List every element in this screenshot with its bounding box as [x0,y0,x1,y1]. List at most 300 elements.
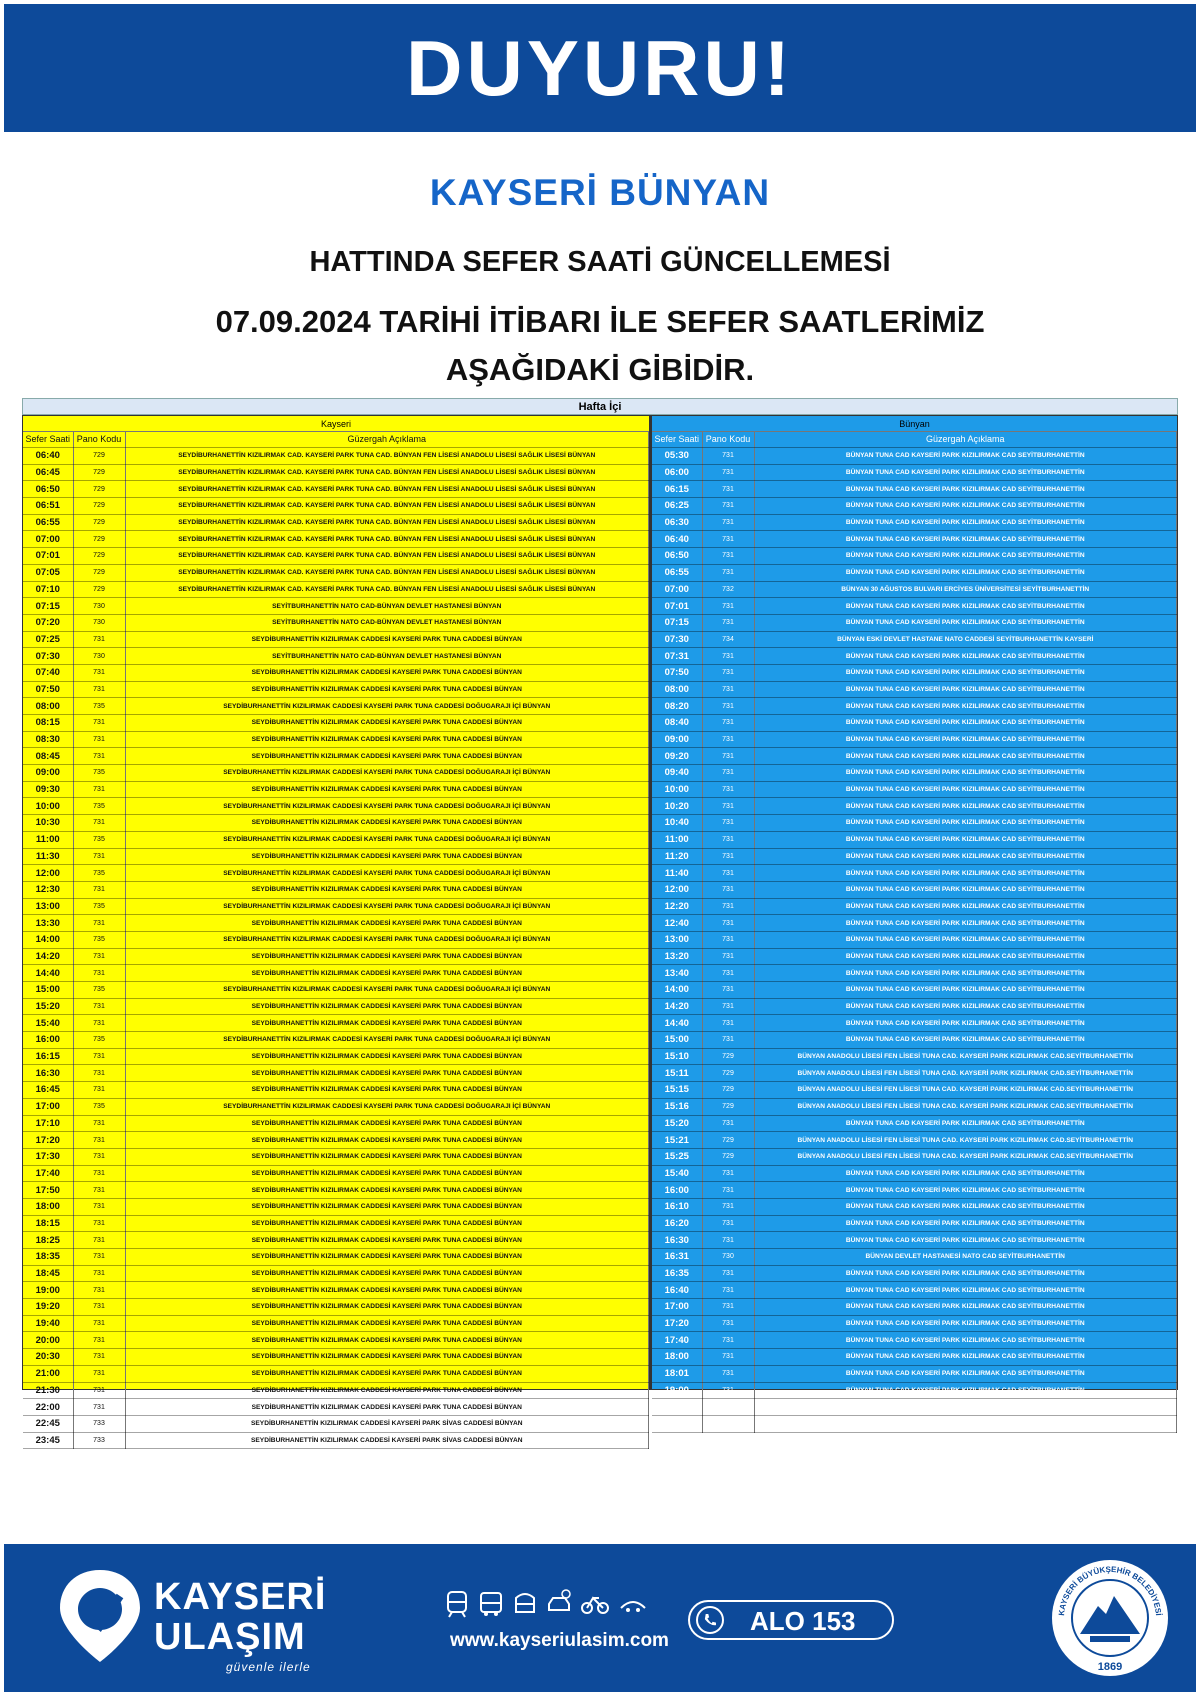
route-description: SEYDİBURHANETTİN KIZILIRMAK CADDESİ KAYSERİ PARK TUNA CADDESİ BÜNYAN [125,1215,649,1232]
departure-time: 06:55 [652,564,702,581]
table-row [23,1048,649,1065]
metro-icon [512,1588,538,1618]
table-row [652,881,1177,898]
departure-time: 10:30 [23,815,73,832]
departure-time: 09:20 [652,748,702,765]
route-code: 731 [702,698,754,715]
departure-time: 09:40 [652,765,702,782]
table-row [23,1098,649,1115]
route-code: 731 [702,481,754,498]
table-row [652,965,1177,982]
table-row [23,1332,649,1349]
route-code: 731 [73,1299,125,1316]
route-description: SEYDİBURHANETTİN KIZILIRMAK CADDESİ KAYSERİ PARK TUNA CADDESİ DOĞUGARAJI İÇİ BÜNYAN [125,798,649,815]
route-description: BÜNYAN TUNA CAD KAYSERİ PARK KIZILIRMAK CAD SEYİTBURHANETTİN [754,681,1177,698]
departure-time: 10:20 [652,798,702,815]
route-description: BÜNYAN 30 AĞUSTOS BULVARI ERCİYES ÜNİVERSİTESİ SEYİTBURHANETTİN [754,581,1177,598]
table-row [23,1015,649,1032]
route-code: 731 [73,815,125,832]
departure-time: 20:30 [23,1349,73,1366]
route-description: BÜNYAN TUNA CAD KAYSERİ PARK KIZILIRMAK CAD SEYİTBURHANETTİN [754,1232,1177,1249]
route-code: 731 [73,715,125,732]
route-code: 731 [73,781,125,798]
footer-banner [4,1544,1196,1692]
location-pin-logo-icon [56,1566,144,1666]
route-description: BÜNYAN TUNA CAD KAYSERİ PARK KIZILIRMAK CAD SEYİTBURHANETTİN [754,648,1177,665]
route-code: 731 [702,1032,754,1049]
table-row [23,1349,649,1366]
route-description: SEYDİBURHANETTİN KIZILIRMAK CADDESİ KAYSERİ PARK TUNA CADDESİ BÜNYAN [125,1232,649,1249]
departure-time: 15:10 [652,1048,702,1065]
route-description: SEYDİBURHANETTİN KIZILIRMAK CADDESİ KAYSERİ PARK TUNA CADDESİ BÜNYAN [125,965,649,982]
route-description: BÜNYAN TUNA CAD KAYSERİ PARK KIZILIRMAK CAD SEYİTBURHANETTİN [754,1365,1177,1382]
table-row [23,1032,649,1049]
route-description: SEYDİBURHANETTİN KIZILIRMAK CADDESİ KAYSERİ PARK TUNA CADDESİ BÜNYAN [125,664,649,681]
table-row [652,1332,1177,1349]
departure-time: 06:25 [652,498,702,515]
route-code: 731 [73,1015,125,1032]
departure-time: 06:00 [652,464,702,481]
route-code: 731 [702,1365,754,1382]
table-row [652,1415,1177,1432]
route-code: 731 [702,1265,754,1282]
departure-time: 23:45 [23,1432,73,1449]
period-header: Hafta İçi [22,398,1178,415]
table-row [652,1165,1177,1182]
table-row [652,1249,1177,1266]
route-code: 731 [702,748,754,765]
table-row [23,798,649,815]
route-code: 731 [702,564,754,581]
departure-time: 18:00 [652,1349,702,1366]
route-code: 731 [702,881,754,898]
departure-time: 15:25 [652,1148,702,1165]
route-code: 732 [702,581,754,598]
route-code: 731 [702,731,754,748]
route-description: BÜNYAN ANADOLU LİSESİ FEN LİSESİ TUNA CAD. KAYSERİ PARK KIZILIRMAK CAD.SEYİTBURHANETTİN [754,1082,1177,1099]
departure-time: 06:40 [23,448,73,465]
table-row [23,1182,649,1199]
route-code: 731 [702,598,754,615]
departure-time: 14:40 [23,965,73,982]
route-code: 731 [73,731,125,748]
departure-time: 08:00 [23,698,73,715]
departure-time: 17:20 [23,1132,73,1149]
departure-time: 11:40 [652,865,702,882]
departure-time: 08:15 [23,715,73,732]
departure-time: 08:40 [652,715,702,732]
route-description: BÜNYAN TUNA CAD KAYSERİ PARK KIZILIRMAK CAD SEYİTBURHANETTİN [754,1332,1177,1349]
car-park-icon [546,1588,572,1618]
departure-time: 10:00 [23,798,73,815]
departure-time: 08:30 [23,731,73,748]
route-description: BÜNYAN TUNA CAD KAYSERİ PARK KIZILIRMAK CAD SEYİTBURHANETTİN [754,448,1177,465]
route-code: 731 [702,831,754,848]
table-row [652,581,1177,598]
departure-time: 16:31 [652,1249,702,1266]
table-row [23,664,649,681]
table-row [652,1015,1177,1032]
route-code: 731 [702,915,754,932]
column-header-time: Sefer Saati [652,432,702,448]
route-code: 731 [702,1115,754,1132]
route-code: 731 [702,865,754,882]
table-row [652,915,1177,932]
table-row [652,698,1177,715]
route-description: BÜNYAN TUNA CAD KAYSERİ PARK KIZILIRMAK CAD SEYİTBURHANETTİN [754,881,1177,898]
departure-time: 17:50 [23,1182,73,1199]
route-code: 731 [702,531,754,548]
table-row [23,598,649,615]
route-description: SEYDİBURHANETTİN KIZILIRMAK CADDESİ KAYSERİ PARK TUNA CADDESİ BÜNYAN [125,848,649,865]
route-code: 731 [702,1299,754,1316]
departure-time: 07:15 [23,598,73,615]
route-code: 731 [702,1282,754,1299]
route-code: 729 [73,448,125,465]
departure-time: 16:30 [652,1232,702,1249]
route-code: 731 [73,1382,125,1399]
departure-time: 19:40 [23,1315,73,1332]
route-code: 731 [73,1349,125,1366]
route-description: SEYDİBURHANETTİN KIZILIRMAK CADDESİ KAYSERİ PARK TUNA CADDESİ DOĞUGARAJI İÇİ BÜNYAN [125,1098,649,1115]
table-row [23,464,649,481]
route-description: SEYDİBURHANETTİN KIZILIRMAK CADDESİ KAYSERİ PARK TUNA CADDESİ BÜNYAN [125,948,649,965]
departure-time: 17:40 [23,1165,73,1182]
route-code: 731 [73,848,125,865]
route-code: 731 [73,664,125,681]
departure-time: 07:30 [652,631,702,648]
route-code: 731 [702,765,754,782]
route-description: BÜNYAN TUNA CAD KAYSERİ PARK KIZILIRMAK CAD SEYİTBURHANETTİN [754,614,1177,631]
table-row [652,898,1177,915]
bunyan-column-headers [652,432,1177,448]
table-row [23,1432,649,1449]
table-row [652,1132,1177,1149]
route-description: SEYDİBURHANETTİN KIZILIRMAK CADDESİ KAYSERİ PARK TUNA CADDESİ BÜNYAN [125,915,649,932]
route-code: 731 [73,1132,125,1149]
route-description: BÜNYAN TUNA CAD KAYSERİ PARK KIZILIRMAK CAD SEYİTBURHANETTİN [754,1315,1177,1332]
table-row [23,748,649,765]
route-code: 731 [73,948,125,965]
route-description: BÜNYAN TUNA CAD KAYSERİ PARK KIZILIRMAK CAD SEYİTBURHANETTİN [754,1115,1177,1132]
route-code: 729 [73,498,125,515]
route-code: 731 [73,1249,125,1266]
departure-time: 22:45 [23,1415,73,1432]
departure-time: 18:35 [23,1249,73,1266]
route-description: SEYDİBURHANETTİN KIZILIRMAK CADDESİ KAYSERİ PARK TUNA CADDESİ DOĞUGARAJI İÇİ BÜNYAN [125,931,649,948]
route-description: BÜNYAN TUNA CAD KAYSERİ PARK KIZILIRMAK CAD SEYİTBURHANETTİN [754,781,1177,798]
bunyan-group-header: Bünyan [652,416,1177,432]
route-description: SEYDİBURHANETTİN KIZILIRMAK CAD. KAYSERİ PARK TUNA CAD. BÜNYAN FEN LİSESİ ANADOLU LİSESİ SAĞLIK LİSESİ BÜNYAN [125,548,649,565]
route-code: 731 [702,982,754,999]
route-description: SEYDİBURHANETTİN KIZILIRMAK CADDESİ KAYSERİ PARK TUNA CADDESİ BÜNYAN [125,781,649,798]
route-description: SEYDİBURHANETTİN KIZILIRMAK CADDESİ KAYSERİ PARK TUNA CADDESİ BÜNYAN [125,731,649,748]
route-code: 731 [702,848,754,865]
route-description: SEYDİBURHANETTİN KIZILIRMAK CADDESİ KAYSERİ PARK TUNA CADDESİ BÜNYAN [125,1115,649,1132]
route-description: BÜNYAN TUNA CAD KAYSERİ PARK KIZILIRMAK CAD SEYİTBURHANETTİN [754,1165,1177,1182]
route-code: 731 [702,815,754,832]
table-row [652,1382,1177,1399]
route-code: 731 [702,781,754,798]
route-description: BÜNYAN TUNA CAD KAYSERİ PARK KIZILIRMAK CAD SEYİTBURHANETTİN [754,481,1177,498]
route-code: 731 [73,1332,125,1349]
route-description: SEYDİBURHANETTİN KIZILIRMAK CAD. KAYSERİ PARK TUNA CAD. BÜNYAN FEN LİSESİ ANADOLU LİSESİ SAĞLIK LİSESİ BÜNYAN [125,581,649,598]
route-description: BÜNYAN ANADOLU LİSESİ FEN LİSESİ TUNA CAD. KAYSERİ PARK KIZILIRMAK CAD.SEYİTBURHANETTİN [754,1065,1177,1082]
departure-time: 15:15 [652,1082,702,1099]
table-row [23,631,649,648]
route-description: SEYDİBURHANETTİN KIZILIRMAK CADDESİ KAYSERİ PARK TUNA CADDESİ BÜNYAN [125,815,649,832]
table-row [23,1399,649,1416]
route-code: 731 [73,998,125,1015]
route-code: 729 [73,514,125,531]
table-row [652,614,1177,631]
route-title: KAYSERİ BÜNYAN [429,172,771,213]
departure-time: 15:40 [23,1015,73,1032]
departure-time: 19:00 [23,1282,73,1299]
route-description: SEYDİBURHANETTİN KIZILIRMAK CADDESİ KAYSERİ PARK TUNA CADDESİ BÜNYAN [125,1382,649,1399]
table-row [23,548,649,565]
route-description: BÜNYAN TUNA CAD KAYSERİ PARK KIZILIRMAK CAD SEYİTBURHANETTİN [754,965,1177,982]
route-description: BÜNYAN TUNA CAD KAYSERİ PARK KIZILIRMAK CAD SEYİTBURHANETTİN [754,1182,1177,1199]
table-row [23,1299,649,1316]
departure-time: 09:30 [23,781,73,798]
departure-time: 16:20 [652,1215,702,1232]
table-row [652,1115,1177,1132]
table-row [652,548,1177,565]
route-description: SEYDİBURHANETTİN KIZILIRMAK CADDESİ KAYSERİ PARK TUNA CADDESİ BÜNYAN [125,1132,649,1149]
table-row [23,765,649,782]
departure-time: 13:00 [652,931,702,948]
table-row [652,531,1177,548]
route-description: BÜNYAN ANADOLU LİSESİ FEN LİSESİ TUNA CAD. KAYSERİ PARK KIZILIRMAK CAD.SEYİTBURHANETTİN [754,1132,1177,1149]
table-row [23,1282,649,1299]
departure-time: 17:40 [652,1332,702,1349]
departure-time: 15:16 [652,1098,702,1115]
route-code: 731 [73,1115,125,1132]
departure-time: 16:00 [652,1182,702,1199]
route-code: 729 [702,1082,754,1099]
effective-date-line: 07.09.2024 TARİHİ İTİBARI İLE SEFER SAATLERİMİZ [215,304,985,339]
route-code: 729 [73,548,125,565]
departure-time: 15:21 [652,1132,702,1149]
departure-time: 20:00 [652,1399,702,1416]
departure-time: 15:20 [23,998,73,1015]
table-row [652,1265,1177,1282]
route-code: 731 [702,1349,754,1366]
route-description: SEYDİBURHANETTİN KIZILIRMAK CAD. KAYSERİ PARK TUNA CAD. BÜNYAN FEN LİSESİ ANADOLU LİSESİ SAĞLIK LİSESİ BÜNYAN [125,481,649,498]
route-code: 730 [702,1249,754,1266]
table-row [652,681,1177,698]
route-code: 731 [702,1399,754,1416]
table-row [652,481,1177,498]
departure-time: 07:00 [652,581,702,598]
route-description: BÜNYAN ANADOLU LİSESİ FEN LİSESİ TUNA CAD. KAYSERİ PARK KIZILIRMAK CAD.SEYİTBURHANETTİN [754,1048,1177,1065]
departure-time: 16:15 [23,1048,73,1065]
route-code: 731 [73,1282,125,1299]
route-description: BÜNYAN TUNA CAD KAYSERİ PARK KIZILIRMAK CAD SEYİTBURHANETTİN [754,1399,1177,1416]
departure-time: 15:20 [652,1115,702,1132]
route-description: SEYDİBURHANETTİN KIZILIRMAK CAD. KAYSERİ PARK TUNA CAD. BÜNYAN FEN LİSESİ ANADOLU LİSESİ SAĞLIK LİSESİ BÜNYAN [125,498,649,515]
route-description: BÜNYAN TUNA CAD KAYSERİ PARK KIZILIRMAK CAD SEYİTBURHANETTİN [754,831,1177,848]
route-code: 735 [73,982,125,999]
route-description: BÜNYAN TUNA CAD KAYSERİ PARK KIZILIRMAK CAD SEYİTBURHANETTİN [754,664,1177,681]
route-description: BÜNYAN TUNA CAD KAYSERİ PARK KIZILIRMAK CAD SEYİTBURHANETTİN [754,815,1177,832]
seal-year: 1869 [1097,1661,1123,1673]
table-row [23,581,649,598]
table-row [652,1282,1177,1299]
route-code: 731 [702,648,754,665]
table-row [23,1382,649,1399]
phone-icon [696,1606,724,1634]
route-description: SEYDİBURHANETTİN KIZILIRMAK CADDESİ KAYSERİ PARK TUNA CADDESİ BÜNYAN [125,1299,649,1316]
route-code: 731 [73,881,125,898]
route-description: BÜNYAN TUNA CAD KAYSERİ PARK KIZILIRMAK CAD SEYİTBURHANETTİN [754,798,1177,815]
departure-time: 07:30 [23,648,73,665]
route-code: 731 [702,1182,754,1199]
table-row [652,1032,1177,1049]
route-code: 730 [73,648,125,665]
table-row [23,1115,649,1132]
departure-time: 11:20 [652,848,702,865]
route-description: BÜNYAN TUNA CAD KAYSERİ PARK KIZILIRMAK CAD SEYİTBURHANETTİN [754,948,1177,965]
route-description: BÜNYAN TUNA CAD KAYSERİ PARK KIZILIRMAK CAD SEYİTBURHANETTİN [754,464,1177,481]
route-code: 731 [73,1048,125,1065]
table-row [23,1198,649,1215]
route-description: BÜNYAN TUNA CAD KAYSERİ PARK KIZILIRMAK CAD SEYİTBURHANETTİN [754,898,1177,915]
route-description: BÜNYAN ESKİ DEVLET HASTANE NATO CADDESİ SEYİTBURHANETTİN KAYSERİ [754,631,1177,648]
table-row [23,498,649,515]
brand-name-line1: KAYSERİ [154,1576,327,1618]
departure-time: 07:50 [652,664,702,681]
departure-time: 07:20 [23,614,73,631]
table-row [23,1165,649,1182]
route-description: SEYDİBURHANETTİN KIZILIRMAK CADDESİ KAYSERİ PARK TUNA CADDESİ DOĞUGARAJI İÇİ BÜNYAN [125,831,649,848]
route-description: BÜNYAN TUNA CAD KAYSERİ PARK KIZILIRMAK CAD SEYİTBURHANETTİN [754,1382,1177,1399]
route-code: 731 [73,1198,125,1215]
route-code: 729 [702,1148,754,1165]
departure-time: 07:00 [23,531,73,548]
route-description: SEYDİBURHANETTİN KIZILIRMAK CAD. KAYSERİ PARK TUNA CAD. BÜNYAN FEN LİSESİ ANADOLU LİSESİ SAĞLIK LİSESİ BÜNYAN [125,564,649,581]
hotline-badge[interactable] [688,1600,894,1640]
bus-icon [478,1588,504,1618]
route-code: 731 [702,1198,754,1215]
table-row [652,1349,1177,1366]
departure-time: 12:30 [23,881,73,898]
route-code: 729 [73,564,125,581]
table-row [652,931,1177,948]
seal-text: KAYSERİ BÜYÜKŞEHİR BELEDİYESİ [1056,1564,1163,1617]
route-description: SEYDİBURHANETTİN KIZILIRMAK CADDESİ KAYSERİ PARK TUNA CADDESİ BÜNYAN [125,1048,649,1065]
route-code: 731 [702,1415,754,1432]
table-row [23,781,649,798]
table-row [652,731,1177,748]
departure-time: 08:00 [652,681,702,698]
route-description: SEYİTBURHANETTİN NATO CAD-BÜNYAN DEVLET HASTANESİ BÜNYAN [125,614,649,631]
route-code: 731 [702,948,754,965]
departure-time: 12:40 [652,915,702,932]
route-code: 731 [702,664,754,681]
route-code: 731 [702,998,754,1015]
route-description: SEYDİBURHANETTİN KIZILIRMAK CADDESİ KAYSERİ PARK TUNA CADDESİ BÜNYAN [125,1065,649,1082]
departure-time: 14:20 [23,948,73,965]
bunyan-table [652,432,1177,1433]
table-row [23,1148,649,1165]
table-row [652,1048,1177,1065]
route-code: 731 [73,1232,125,1249]
table-row [652,765,1177,782]
table-row [652,1315,1177,1332]
departure-time: 06:55 [23,514,73,531]
table-row [652,448,1177,465]
route-code: 731 [73,1082,125,1099]
route-code: 735 [73,898,125,915]
route-description: BÜNYAN TUNA CAD KAYSERİ PARK KIZILIRMAK CAD SEYİTBURHANETTİN [754,1299,1177,1316]
route-description: BÜNYAN TUNA CAD KAYSERİ PARK KIZILIRMAK CAD SEYİTBURHANETTİN [754,598,1177,615]
departure-time: 17:00 [23,1098,73,1115]
route-description: BÜNYAN TUNA CAD KAYSERİ PARK KIZILIRMAK CAD SEYİTBURHANETTİN [754,698,1177,715]
route-code: 731 [702,464,754,481]
table-row [652,948,1177,965]
kayseri-column-headers [23,432,649,448]
table-row [23,514,649,531]
route-code: 731 [73,1365,125,1382]
departure-time: 14:40 [652,1015,702,1032]
route-description: SEYDİBURHANETTİN KIZILIRMAK CADDESİ KAYSERİ PARK TUNA CADDESİ BÜNYAN [125,1282,649,1299]
departure-time: 09:00 [652,731,702,748]
route-description: SEYDİBURHANETTİN KIZILIRMAK CADDESİ KAYSERİ PARK TUNA CADDESİ DOĞUGARAJI İÇİ BÜNYAN [125,898,649,915]
website-link[interactable]: www.kayseriulasim.com [450,1630,669,1651]
departure-time: 07:25 [23,631,73,648]
column-header-code: Pano Kodu [73,432,125,448]
departure-time: 07:31 [652,648,702,665]
route-description: SEYDİBURHANETTİN KIZILIRMAK CADDESİ KAYSERİ PARK SİVAS CADDESİ BÜNYAN [125,1432,649,1449]
route-code: 731 [73,1148,125,1165]
route-description: SEYDİBURHANETTİN KIZILIRMAK CADDESİ KAYSERİ PARK TUNA CADDESİ BÜNYAN [125,1265,649,1282]
departure-time: 16:10 [652,1198,702,1215]
route-code: 735 [73,698,125,715]
route-description: SEYDİBURHANETTİN KIZILIRMAK CADDESİ KAYSERİ PARK TUNA CADDESİ BÜNYAN [125,681,649,698]
route-description: BÜNYAN TUNA CAD KAYSERİ PARK KIZILIRMAK CAD SEYİTBURHANETTİN [754,1265,1177,1282]
route-description: SEYDİBURHANETTİN KIZILIRMAK CADDESİ KAYSERİ PARK TUNA CADDESİ BÜNYAN [125,1182,649,1199]
departure-time: 17:30 [23,1148,73,1165]
table-row [652,1299,1177,1316]
bicycle-icon [580,1588,610,1618]
departure-time: 06:51 [23,498,73,515]
table-row [652,715,1177,732]
table-row [23,731,649,748]
route-code: 734 [702,631,754,648]
route-description: SEYDİBURHANETTİN KIZILIRMAK CADDESİ KAYSERİ PARK TUNA CADDESİ DOĞUGARAJI İÇİ BÜNYAN [125,865,649,882]
table-row [652,1082,1177,1099]
route-code: 735 [73,865,125,882]
effective-date-line-2: AŞAĞIDAKİ GİBİDİR. [445,352,755,387]
route-code: 731 [702,798,754,815]
table-row [23,898,649,915]
departure-time: 05:30 [652,448,702,465]
table-row [652,631,1177,648]
table-row [652,831,1177,848]
route-code: 731 [702,1015,754,1032]
departure-time: 07:01 [23,548,73,565]
departure-time: 14:00 [23,931,73,948]
table-row [23,1315,649,1332]
table-row [23,698,649,715]
departure-time: 06:40 [652,531,702,548]
table-row [652,1215,1177,1232]
departure-time: 17:00 [652,1299,702,1316]
table-row [652,464,1177,481]
route-code: 729 [73,464,125,481]
